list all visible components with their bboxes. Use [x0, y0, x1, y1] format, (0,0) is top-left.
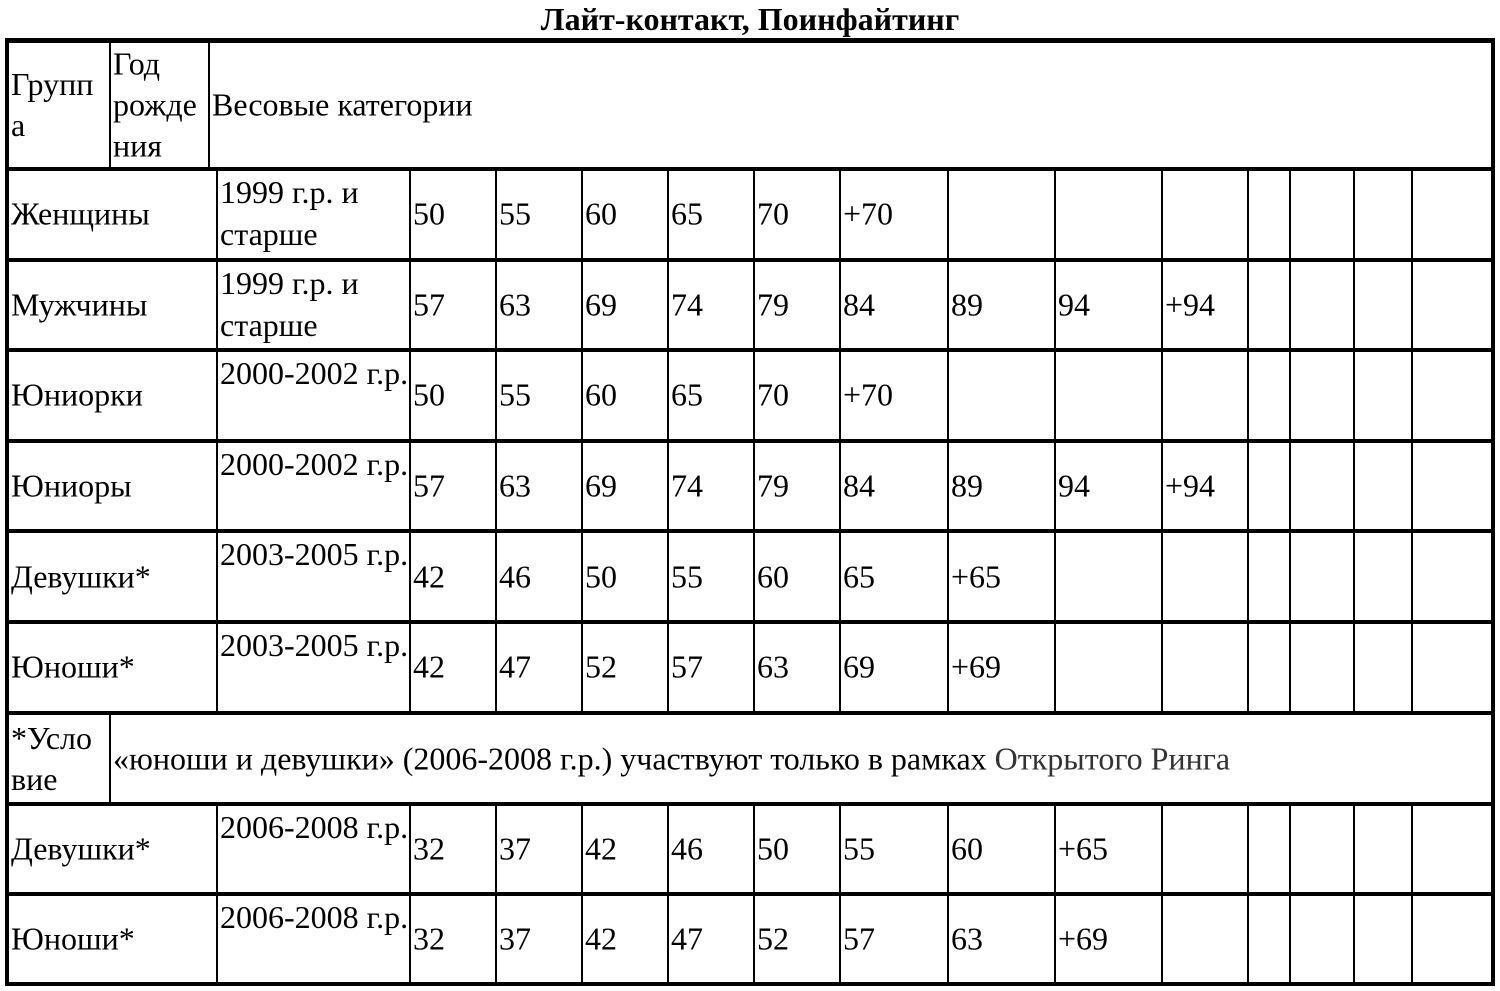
table-row [5, 624, 1495, 715]
weight-cell [841, 624, 949, 711]
group-name: Юниоры [11, 467, 132, 504]
weight-cell [1249, 624, 1291, 711]
birth-year-cell [218, 806, 411, 892]
weight-cell [1413, 352, 1491, 439]
weight-cell [1056, 806, 1163, 892]
weight-cell [411, 171, 497, 258]
weight-category: 52 [585, 648, 617, 685]
birth-year: 2006-2008 г.р. [220, 809, 409, 845]
weight-cell [1163, 806, 1249, 892]
group-cell [9, 171, 218, 258]
weight-cell [841, 533, 949, 620]
weight-cell [583, 171, 669, 258]
weight-cell [1291, 896, 1355, 982]
weight-cell [1249, 262, 1291, 349]
weight-cell [1413, 896, 1491, 982]
birth-year-cell [218, 533, 411, 620]
table-row [5, 171, 1495, 262]
weight-cell [1355, 624, 1413, 711]
weight-cell [1056, 171, 1163, 258]
weight-cell [669, 896, 755, 982]
weight-cell [1056, 896, 1163, 982]
weight-cell [1355, 533, 1413, 620]
weight-cell [669, 624, 755, 711]
weight-cell [841, 262, 949, 349]
weight-cell [411, 533, 497, 620]
weight-cell [583, 262, 669, 349]
weight-category: +94 [1165, 467, 1216, 504]
weight-cell [1355, 171, 1413, 258]
weight-cell [949, 896, 1056, 982]
weight-category: 55 [499, 376, 531, 413]
table-row [5, 806, 1495, 896]
weight-cell [1355, 262, 1413, 349]
weight-category: 52 [757, 920, 789, 957]
table-row [5, 262, 1495, 353]
group-cell [9, 262, 218, 349]
group-cell [9, 533, 218, 620]
group-name: Юноши* [11, 648, 135, 685]
weight-cell [841, 352, 949, 439]
weight-cell [1291, 262, 1355, 349]
weight-cell [583, 352, 669, 439]
weight-category: 42 [585, 830, 617, 867]
weight-cell [1163, 896, 1249, 982]
weight-category: 63 [757, 648, 789, 685]
weight-cell [1413, 443, 1491, 530]
note-label-cell [9, 715, 111, 802]
weight-cell [1056, 262, 1163, 349]
weight-category: 55 [499, 195, 531, 232]
weight-category: 32 [413, 920, 445, 957]
weight-cell [1249, 352, 1291, 439]
weight-cell [497, 352, 583, 439]
weight-category: 57 [671, 648, 703, 685]
weight-cell [1163, 624, 1249, 711]
table-row [5, 896, 1495, 986]
weight-category: 46 [499, 558, 531, 595]
weight-cell [755, 352, 841, 439]
group-name: Юноши* [11, 920, 135, 957]
weight-category: 63 [499, 467, 531, 504]
weight-category: 63 [499, 286, 531, 323]
weight-category: 65 [671, 376, 703, 413]
note-text [113, 738, 1491, 779]
birth-year: 1999 г.р. и старше [220, 264, 359, 343]
weight-category: 42 [413, 648, 445, 685]
weight-cell [841, 171, 949, 258]
group-cell [9, 443, 218, 530]
weight-cell [1291, 533, 1355, 620]
weight-cell [1056, 443, 1163, 530]
weight-cell [949, 262, 1056, 349]
birth-year-cell [218, 624, 411, 711]
weight-cell [1249, 171, 1291, 258]
weight-category: +69 [1058, 920, 1109, 957]
table-row [5, 352, 1495, 443]
header-group-cell [9, 43, 111, 167]
weight-category: 65 [843, 558, 875, 595]
weight-category: 57 [413, 286, 445, 323]
weight-cell [949, 171, 1056, 258]
weight-cell [1291, 624, 1355, 711]
group-cell [9, 896, 218, 982]
weight-category: 50 [585, 558, 617, 595]
weight-cell [1413, 262, 1491, 349]
weight-cell [1249, 806, 1291, 892]
weight-category: 50 [413, 376, 445, 413]
header-group-label: Групп а [11, 66, 94, 143]
weight-category: 50 [413, 195, 445, 232]
weight-cell [669, 352, 755, 439]
weight-cell [755, 896, 841, 982]
weight-cell [1291, 352, 1355, 439]
birth-year: 2000-2002 г.р. [220, 445, 409, 482]
weight-category: 46 [671, 830, 703, 867]
group-name: Женщины [11, 195, 150, 232]
note-text-plain: «юноши и девушки» (2006-2008 г.р.) участвуют только в рамках [113, 740, 995, 776]
weight-cell [1291, 443, 1355, 530]
weight-cell [497, 262, 583, 349]
weight-cell [1163, 171, 1249, 258]
weight-cell [841, 806, 949, 892]
weight-cell [841, 443, 949, 530]
weight-cell [755, 171, 841, 258]
group-name: Девушки* [11, 558, 151, 595]
weight-cell [411, 896, 497, 982]
note-text-cell [111, 715, 1491, 802]
weight-cell [755, 262, 841, 349]
weight-category: 69 [585, 467, 617, 504]
weight-cell [411, 352, 497, 439]
note-row [5, 715, 1495, 806]
weight-category: +94 [1165, 286, 1216, 323]
weight-cell [1413, 533, 1491, 620]
table-header-row [5, 38, 1495, 171]
weight-category: 74 [671, 467, 703, 504]
weight-cell [1355, 352, 1413, 439]
weight-cell [583, 533, 669, 620]
weight-cell [1056, 624, 1163, 711]
weight-category: +69 [951, 648, 1002, 685]
weight-category: 37 [499, 920, 531, 957]
weight-cell [669, 533, 755, 620]
weight-category: 89 [951, 467, 983, 504]
birth-year-cell [218, 262, 411, 349]
weight-cell [949, 352, 1056, 439]
weight-category: 32 [413, 830, 445, 867]
open-ring-link[interactable]: Открытого Ринга [994, 740, 1231, 776]
table-title: Лайт-контакт, Поинфайтинг [540, 1, 960, 37]
table-row [5, 443, 1495, 534]
weight-cell [583, 806, 669, 892]
weight-cell [949, 624, 1056, 711]
weight-cell [949, 443, 1056, 530]
weight-cell [411, 806, 497, 892]
weight-cell [497, 533, 583, 620]
weight-cell [949, 806, 1056, 892]
birth-year-cell [218, 896, 411, 982]
weight-cell [411, 262, 497, 349]
weight-cell [669, 443, 755, 530]
weight-category: 57 [413, 467, 445, 504]
weight-cell [1355, 896, 1413, 982]
birth-year-cell [218, 171, 411, 258]
weight-category: 57 [843, 920, 875, 957]
weight-category: 69 [585, 286, 617, 323]
weight-category: 60 [757, 558, 789, 595]
weight-cell [1163, 443, 1249, 530]
weight-category: 84 [843, 467, 875, 504]
birth-year: 2003-2005 г.р. [220, 627, 409, 663]
weight-cell [755, 533, 841, 620]
birth-year: 2000-2002 г.р. [220, 355, 409, 392]
birth-year-cell [218, 443, 411, 530]
weight-cell [497, 624, 583, 711]
weight-cell [497, 171, 583, 258]
weight-cell [1056, 352, 1163, 439]
weight-category: 47 [499, 648, 531, 685]
group-name: Юниорки [11, 376, 143, 413]
weight-category: 42 [585, 920, 617, 957]
weight-category: +70 [843, 376, 894, 413]
weight-cell [755, 443, 841, 530]
weight-category: 50 [757, 830, 789, 867]
weight-cell [1291, 806, 1355, 892]
weight-category: 55 [843, 830, 875, 867]
weight-category: +65 [951, 558, 1002, 595]
weight-cell [583, 896, 669, 982]
weight-cell [1249, 443, 1291, 530]
weight-cell [497, 896, 583, 982]
weight-cell [497, 443, 583, 530]
weight-cell [1163, 533, 1249, 620]
weight-cell [1056, 533, 1163, 620]
weight-category: 79 [757, 286, 789, 323]
weight-cell [755, 624, 841, 711]
weight-cell [1249, 533, 1291, 620]
weight-category: 63 [951, 920, 983, 957]
birth-year: 1999 г.р. и старше [220, 174, 359, 252]
weight-category: 94 [1058, 286, 1090, 323]
weight-category: +65 [1058, 830, 1109, 867]
weight-category: 74 [671, 286, 703, 323]
weight-category: 70 [757, 195, 789, 232]
weight-category: 69 [843, 648, 875, 685]
weight-cell [497, 806, 583, 892]
weight-category: 89 [951, 286, 983, 323]
weight-cell [1413, 806, 1491, 892]
weight-cell [411, 624, 497, 711]
weight-cell [669, 262, 755, 349]
weight-category: 60 [951, 830, 983, 867]
note-label: *Усло вие [11, 719, 92, 797]
weight-cell [583, 443, 669, 530]
weight-category: 65 [671, 195, 703, 232]
weight-cell [1413, 624, 1491, 711]
weight-cell [1355, 806, 1413, 892]
weight-cell [583, 624, 669, 711]
group-name: Девушки* [11, 830, 151, 867]
group-name: Мужчины [11, 286, 148, 323]
weight-category: 47 [671, 920, 703, 957]
weight-cell [949, 533, 1056, 620]
weight-category: 60 [585, 195, 617, 232]
weight-cell [411, 443, 497, 530]
birth-year-cell [218, 352, 411, 439]
weight-category: 94 [1058, 467, 1090, 504]
weight-cell [1163, 352, 1249, 439]
header-year-label: Год рожде ния [113, 45, 197, 164]
header-weights-cell [210, 43, 1491, 167]
weight-cell [669, 806, 755, 892]
weight-category: 37 [499, 830, 531, 867]
weight-category: 55 [671, 558, 703, 595]
weight-category: 79 [757, 467, 789, 504]
group-cell [9, 624, 218, 711]
weight-cell [1355, 443, 1413, 530]
weight-cell [1291, 171, 1355, 258]
header-weights-label: Весовые категории [212, 86, 473, 123]
group-cell [9, 352, 218, 439]
birth-year: 2003-2005 г.р. [220, 536, 409, 573]
weight-cell [669, 171, 755, 258]
weight-category: 84 [843, 286, 875, 323]
weight-category: +70 [843, 195, 894, 232]
weight-cell [755, 806, 841, 892]
table-row [5, 533, 1495, 624]
group-cell [9, 806, 218, 892]
weight-cell [1413, 171, 1491, 258]
weight-cell [1249, 896, 1291, 982]
weight-cell [841, 896, 949, 982]
weight-category: 70 [757, 376, 789, 413]
birth-year: 2006-2008 г.р. [220, 899, 409, 935]
weight-cell [1163, 262, 1249, 349]
weight-category: 60 [585, 376, 617, 413]
weight-category: 42 [413, 558, 445, 595]
header-year-cell [111, 43, 210, 167]
